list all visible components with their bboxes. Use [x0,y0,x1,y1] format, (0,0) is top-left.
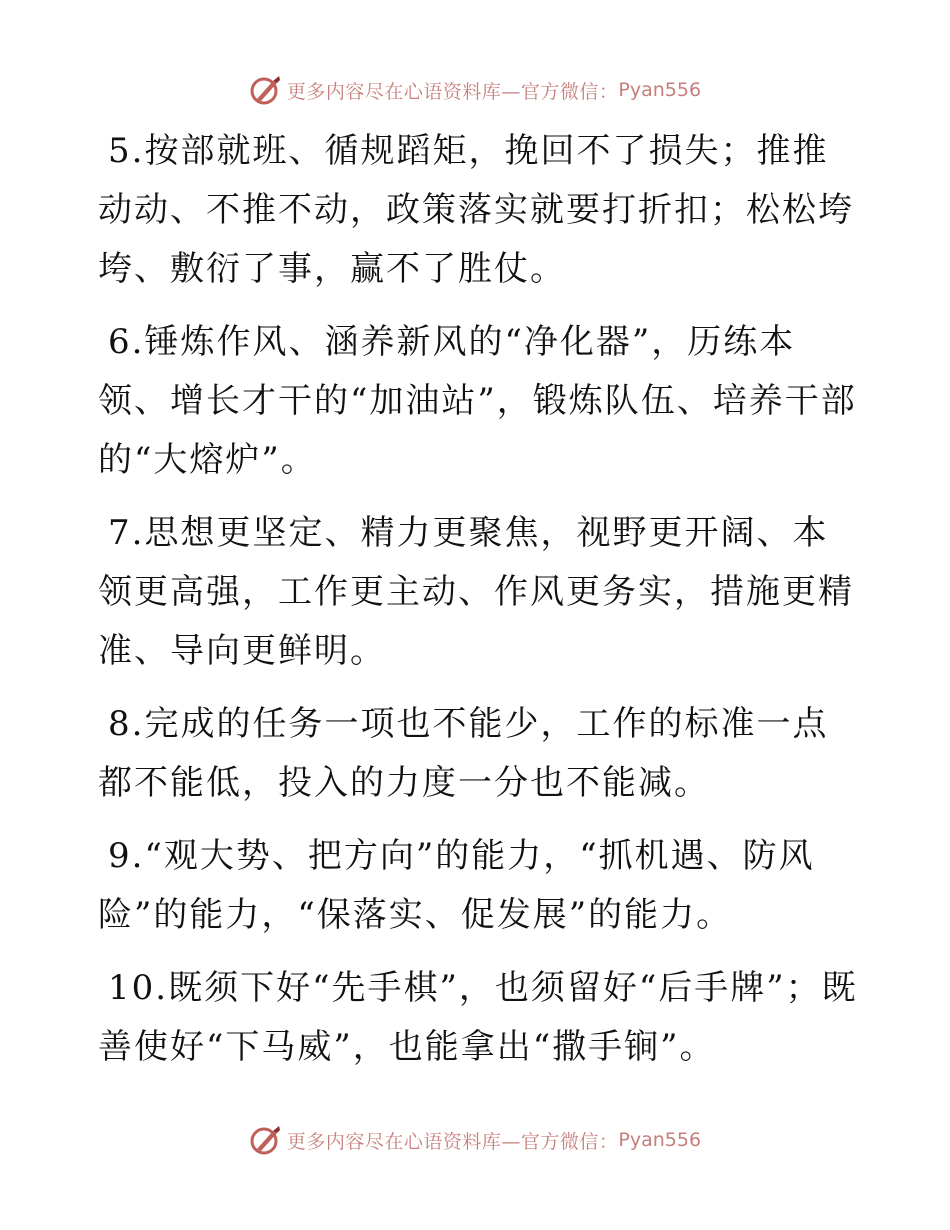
item-text: 锤炼作风、涵养新风的“净化器”，历练本领、增长才干的“加油站”，锻炼队伍、培养干部的“大熔炉”。 [98,322,857,480]
watermark-text: 更多内容尽在心语资料库—官方微信： [286,1130,619,1153]
item-number: 5. [108,131,145,171]
list-item [98,313,858,490]
list-item [98,695,858,813]
item-text: “观大势、把方向”的能力，“抓机遇、防风险”的能力，“保落实、促发展”的能力。 [98,836,815,935]
item-text: 思想更坚定、精力更聚焦，视野更开阔、本领更高强，工作更主动、作风更务实，措施更精准、导向更鲜明。 [98,513,854,671]
list-item [98,504,858,681]
footer-watermark [0,1120,950,1160]
watermark-id: Pyan556 [618,1129,702,1151]
item-text: 完成的任务一项也不能少，工作的标准一点都不能低，投入的力度一分也不能减。 [98,704,829,803]
pen-logo-icon [249,1123,283,1157]
list-item [98,959,858,1077]
watermark-id: Pyan556 [618,79,702,101]
item-number: 7. [108,513,145,553]
item-number: 6. [108,322,145,362]
pen-logo-icon [249,73,283,107]
item-number: 10. [108,968,169,1008]
watermark-text: 更多内容尽在心语资料库—官方微信： [286,80,619,103]
item-number: 8. [108,704,145,744]
list-item [98,827,858,945]
item-text: 按部就班、循规蹈矩，挽回不了损失；推推动动、不推不动，政策落实就要打折扣；松松垮垮、敷衍了事，赢不了胜仗。 [98,131,854,289]
item-number: 9. [108,836,145,876]
document-body [98,122,858,1091]
item-text: 既须下好“先手棋”，也须留好“后手牌”；既善使好“下马威”，也能拿出“撒手锏”。 [98,968,858,1067]
list-item [98,122,858,299]
header-watermark [0,70,950,110]
